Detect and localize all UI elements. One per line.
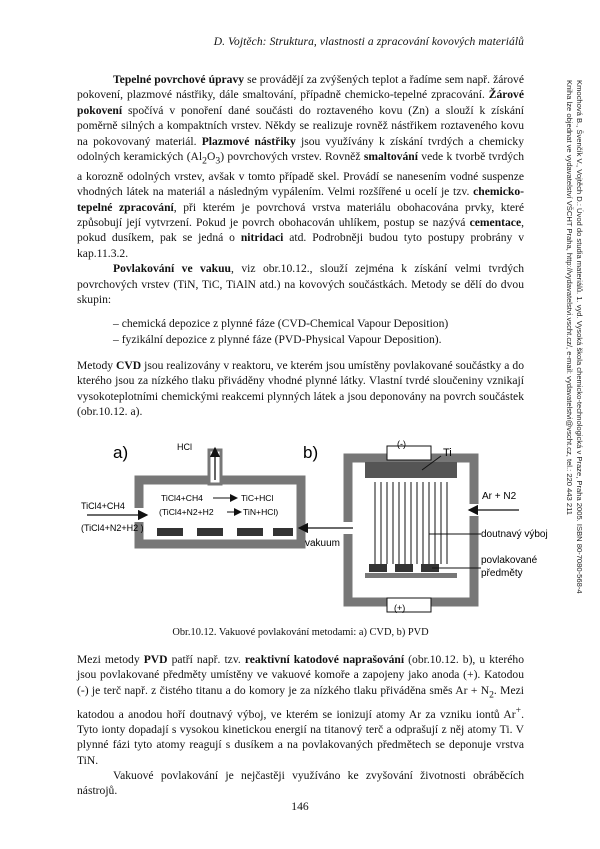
page-number: 146 (291, 800, 309, 813)
methods-list (113, 316, 524, 348)
text: (obr.10.12. b), u kterého jsou povlakované předměty umístěny ve vakuové komoře a zapojeny jako anoda (+). Katodou (-) je terč např. z čistého titanu a do komory je za nízkého tlaku přiváděna směs Ar + N (77, 653, 524, 697)
label-glow: doutnavý výboj (481, 528, 548, 540)
term-plasma-spray: Plazmové nástřiky (201, 134, 296, 148)
page-content (77, 72, 548, 799)
reaction-2-product: TiN+HCl) (243, 506, 279, 517)
reaction-1-product: TiC+HCl (241, 492, 274, 503)
term-hot-dip: Žárové pokovení (77, 88, 524, 117)
term-reactive-sputtering: reaktivní katodové naprašování (244, 653, 405, 667)
label-anode: (+) (394, 602, 406, 613)
paragraph-vacuum-coating (77, 261, 524, 307)
figure-vacuum-coating (77, 436, 548, 619)
text: , při kterém je povrchová vrstva materiálu obohacována prvky, které způsobují její vytvrzení. Pokud je povrch obohacován uhlíkem, postup se nazývá (77, 200, 524, 229)
label-gas: Ar + N2 (482, 490, 517, 502)
text: spočívá v ponoření dané součásti do roztaveného kovu (Zn) a slouží k získání poměrně silných a kompaktních vrstev. Někdy se realizuje rovněž nástřikem roztaveného kovu na pokovovaný materiál. (77, 103, 524, 148)
term-thermochemical: chemicko-tepelné zpracování (77, 185, 524, 214)
text: . Tyto ionty dopadají s vysokou kinetickou energií na titanový terč a odprašují z něj atomy Ti. V plynné fázi tyto atomy reagují s dusíkem a na povlakovaných předmětech se deponuje vrstva TiN. (77, 707, 524, 767)
list-item: – chemická depozice z plynné fáze (CVD-Chemical Vapour Deposition) (113, 317, 449, 331)
label-a: a) (113, 442, 129, 462)
text: jsou využívány k získání tvrdých a chemicky odolných keramických (Al (77, 134, 524, 164)
text: atd. Podrobněji budou tyto postupy probrány v kap.11.3.2. (77, 231, 524, 260)
label-inlet-1: TiCl4+CH4 (81, 500, 125, 511)
label-coated-2: předměty (481, 567, 523, 579)
subscript: 2 (489, 689, 494, 701)
ti-target (365, 462, 457, 478)
text: O (206, 150, 216, 164)
label-ti: Ti (443, 446, 452, 459)
label-vacuum: vakuum (305, 537, 341, 549)
text: ) povrchových vrstev. Rovněž (220, 150, 364, 164)
term-nitriding: nitridaci (240, 231, 284, 245)
subscript: 3 (215, 155, 221, 167)
paragraph-pvd (77, 652, 524, 768)
side-citation-line-2: Kniha lze objednat ve vydavatelství VŠCHT Praha, http://vydavatelstvi.vscht.cz/, e-mail: vydavatelstvi@vscht.cz, tel.: 220 443 211 (565, 80, 574, 515)
label-hcl: HCl (177, 441, 192, 452)
text: se provádějí za zvýšených teplot a řadíme sem např. žárové pokovení, plazmové nástřiky, dále smaltování, případně chemicko-tepelné zpracování. (77, 73, 524, 102)
side-citation (564, 80, 584, 594)
paragraph-cvd (77, 358, 524, 420)
text: , viz obr.10.12., slouží zejména k získání velmi tvrdých povrchových vrstev (TiN, TiC, TiAlN atd.) na kovových součástkách. Metody se dělí do dvou skupin: (77, 262, 524, 306)
label-cathode: (-) (397, 438, 406, 449)
term-pvd: PVD (143, 653, 168, 667)
term-carburizing: cementace (469, 215, 522, 229)
reaction-1: TiCl4+CH4 (161, 492, 203, 503)
term-enamelling: smaltování (363, 150, 418, 164)
term-vacuum-coating: Povlakování ve vakuu (113, 262, 231, 276)
text: , pokud dusíkem, pak se jedná o (77, 215, 524, 245)
term-thermal-treatments: Tepelné povrchové úpravy (113, 73, 245, 86)
paragraph-conclusion: Vakuové povlakování je nejčastěji využíváno ke zvyšování životnosti obráběcích nástrojů. (77, 769, 524, 798)
paragraph-thermal-treatments (77, 72, 524, 261)
text: vede k tvorbě tvrdých a korozně odolných vrstev, avšak v tomto případě skel. Provádí se nanesením vodné suspenze vhodných látek na materiál a následným vypálením. Velmi rozšířené u ocelí je tzv. (77, 150, 524, 199)
term-cvd: CVD (116, 359, 142, 372)
list-item: – fyzikální depozice z plynné fáze (PVD-Physical Vapour Deposition). (113, 333, 442, 347)
label-b: b) (303, 442, 319, 462)
text: patří např. tzv. (167, 653, 245, 667)
label-inlet-2: (TiCl4+N2+H2 ) (81, 522, 144, 533)
superscript: + (515, 704, 522, 716)
reaction-2: (TiCl4+N2+H2 (159, 506, 214, 517)
running-header: D. Vojtěch: Struktura, vlastnosti a zpracování kovových materiálů (213, 36, 524, 48)
subscript: 2 (202, 155, 207, 167)
text: . Mezi katodou a anodou hoří doutnavý výboj, ve kterém se ionizují atomy Ar za vzniku iontů Ar (77, 683, 524, 721)
figure-caption: Obr.10.12. Vakuové povlakování metodami: a) CVD, b) PVD (172, 626, 429, 638)
label-coated-1: povlakované (481, 554, 538, 566)
figure-diagram (77, 436, 548, 619)
side-citation-line-1: Kmochová B., Švenčík V., Vojtěch D.: Úvod do studia materiálů. 1. vyd. Vysoká škola chemicko-technologická v Praze, Praha 2005. ISBN 80-7080-568-4 (575, 80, 584, 594)
text: Mezi metody (77, 653, 144, 667)
text: Metody (77, 359, 117, 372)
text: jsou realizovány v reaktoru, ve kterém jsou umístěny povlakované součástky a do kterého jsou za nízkého tlaku přiváděny vhodné plynné látky. Vlastní tvrdé sloučeniny vznikají vysokoteplotními chemickými reakcemi plynných látek a jsou deponovány na povrch součástek (obr.10.12. a). (77, 359, 525, 419)
